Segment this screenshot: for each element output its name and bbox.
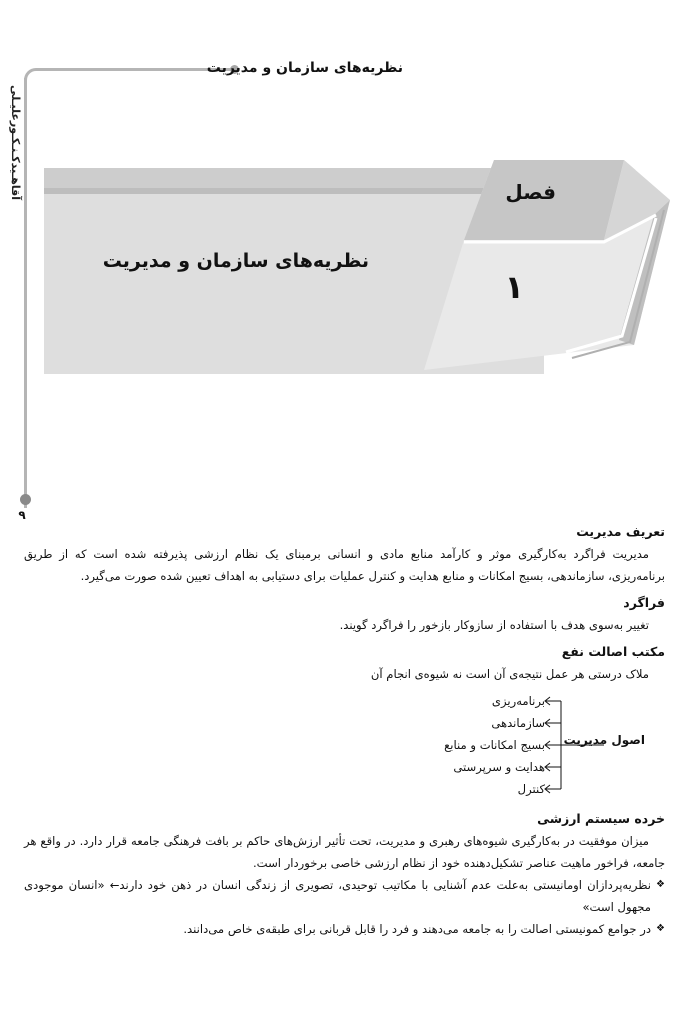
rail-top-decoration xyxy=(24,68,236,80)
bullet-item: ❖ در جوامع کمونیستی اصالت را به جامعه می‌دهند و فرد را قابل قربانی برای طبقه‌ی خاص می‌دانند. xyxy=(24,918,665,940)
principles-main-label: اصول مدیریت xyxy=(563,733,645,747)
definition-paragraph: مدیریت فراگرد به‌کارگیری موثر و کارآمد منابع مادی و انسانی برمبنای یک نظام ارزشی پذیرفته شده است که از طریق برنامه‌ریزی، سازماندهی، بسیج امکانات و منابع هدایت و کنترل عملیات برای دستیابی به اهداف تعیین شده صورت می‌گیرد. xyxy=(24,547,665,583)
process-paragraph: تغییر به‌سوی هدف با استفاده از سازوکار بازخور را فراگرد گویند. xyxy=(339,618,649,632)
principle-item: برنامه‌ریزی xyxy=(491,694,545,708)
principle-item: هدایت و سرپرستی xyxy=(453,760,545,774)
section-heading-utilitarianism: مکتب اصالت نفع xyxy=(561,644,665,659)
principle-item: بسیج امکانات و منابع xyxy=(444,738,545,752)
rail-dot-bottom xyxy=(20,494,31,505)
chapter-label: فصل xyxy=(505,180,556,204)
chapter-number: ۱ xyxy=(504,268,524,306)
section-heading-process: فراگرد xyxy=(623,595,665,610)
running-title: نظریه‌های سازمان و مدیریت xyxy=(206,60,403,76)
page-content xyxy=(24,516,665,940)
principle-item: کنترل xyxy=(517,782,545,796)
bullet-item: ❖ نظریه‌پردازان اومانیستی به‌علت عدم آشنایی با مکاتیب توحیدی، تصویری از زندگی انسان در ذهن خود دارند← «انسان موجودی مجهول است» xyxy=(24,874,665,918)
chapter-title: نظریه‌های سازمان و مدیریت xyxy=(102,250,369,272)
principle-item: سازماندهی xyxy=(491,716,545,730)
principles-diagram xyxy=(24,689,665,803)
rail-vertical-line xyxy=(24,78,27,508)
utilitarianism-paragraph: ملاک درستی هر عمل نتیجه‌ی آن است نه شیوه‌ی انجام آن xyxy=(370,667,649,681)
side-brand-text: آقاهـیدکـنـکـورعلیـلی xyxy=(9,85,22,201)
section-heading-value-subsystem: خرده سیستم ارزشی xyxy=(537,811,665,826)
section-heading-definition: تعریف مدیریت xyxy=(576,524,665,539)
chapter-banner xyxy=(44,160,674,375)
value-subsystem-paragraph: میزان موفقیت در به‌کارگیری شیوه‌های رهبری و مدیریت، تحت تأثیر ارزش‌های حاکم بر بافت فرهنگی جامعه قرار دارد. در واقع هر جامعه، فراخور ماهیت عناصر تشکیل‌دهنده خود از نظام ارزشی خاصی برخوردار است. xyxy=(24,834,665,870)
page-number: ۹ xyxy=(18,508,26,522)
